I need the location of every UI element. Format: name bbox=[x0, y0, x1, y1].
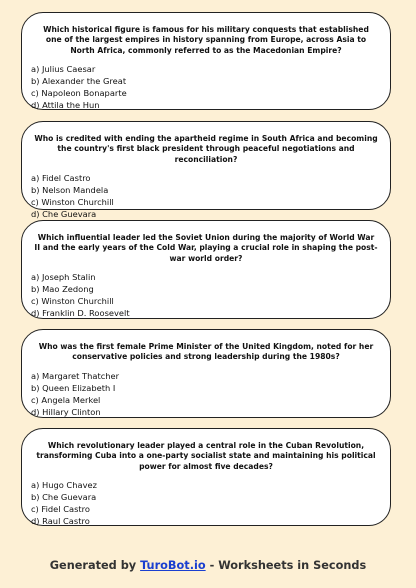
footer bbox=[0, 559, 416, 572]
option-d: d) Attila the Hun bbox=[31, 100, 100, 111]
option-d: d) Raul Castro bbox=[31, 516, 90, 527]
option-list bbox=[22, 63, 390, 111]
option-list bbox=[22, 172, 390, 220]
question-card-4 bbox=[21, 329, 391, 418]
question-card-2 bbox=[21, 121, 391, 220]
option-c: c) Napoleon Bonaparte bbox=[31, 88, 127, 99]
option-d: d) Hillary Clinton bbox=[31, 406, 101, 417]
option-a: a) Julius Caesar bbox=[31, 64, 96, 75]
question-text: Which influential leader led the Soviet Union during the majority of World War II and the early years of the Cold War, playing a crucial role in shaping the post-war world order? bbox=[34, 233, 378, 263]
question-text: Which historical figure is famous for his military conquests that established one of the largest empires in history spanning from Europe, across Asia to North Africa, commonly referred to as the Macedonian Empire? bbox=[43, 25, 369, 55]
footer-suffix: - Worksheets in Seconds bbox=[205, 559, 367, 572]
option-d: d) Che Guevara bbox=[31, 209, 97, 220]
option-b: b) Che Guevara bbox=[31, 492, 97, 503]
question-text: Who is credited with ending the apartheid regime in South Africa and becoming the country's first black president through peaceful negotiations and reconciliation? bbox=[34, 134, 378, 164]
question-text: Which revolutionary leader played a central role in the Cuban Revolution, transforming Cuba into a one-party socialist state and maintaining his political power for almost five decades? bbox=[36, 441, 376, 471]
option-c: c) Fidel Castro bbox=[31, 504, 90, 515]
option-b: b) Mao Zedong bbox=[31, 284, 94, 295]
option-c: c) Angela Merkel bbox=[31, 394, 101, 405]
option-a: a) Joseph Stalin bbox=[31, 272, 96, 283]
question-text: Who was the first female Prime Minister of the United Kingdom, noted for her conservative policies and strong leadership during the 1980s? bbox=[38, 342, 374, 362]
question-card-1 bbox=[21, 12, 391, 110]
option-a: a) Hugo Chavez bbox=[31, 480, 97, 491]
option-a: a) Margaret Thatcher bbox=[31, 370, 120, 381]
option-b: b) Nelson Mandela bbox=[31, 185, 109, 196]
question-card-3 bbox=[21, 220, 391, 319]
option-b: b) Queen Elizabeth I bbox=[31, 382, 116, 393]
option-d: d) Franklin D. Roosevelt bbox=[31, 308, 130, 319]
turobot-link[interactable]: TuroBot.io bbox=[140, 559, 206, 572]
option-list bbox=[22, 271, 390, 319]
option-c: c) Winston Churchill bbox=[31, 296, 114, 307]
footer-prefix: Generated by bbox=[49, 559, 141, 572]
option-list bbox=[22, 479, 390, 527]
question-card-5 bbox=[21, 428, 391, 526]
option-a: a) Fidel Castro bbox=[31, 173, 91, 184]
option-list bbox=[22, 370, 390, 418]
option-c: c) Winston Churchill bbox=[31, 197, 114, 208]
option-b: b) Alexander the Great bbox=[31, 76, 127, 87]
